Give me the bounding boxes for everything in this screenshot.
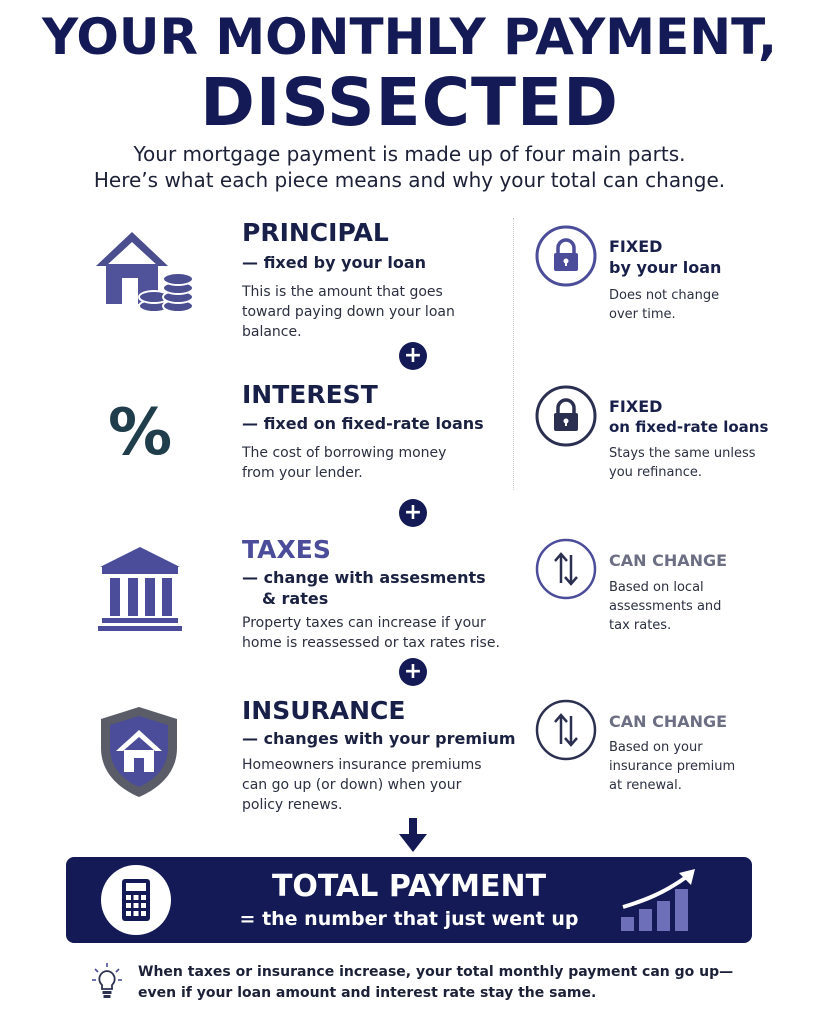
status-desc-interest	[609, 444, 756, 482]
subtitle-line: & rates	[262, 589, 329, 608]
page-subtitle	[0, 141, 819, 193]
total-payment-title: TOTAL PAYMENT	[271, 869, 547, 904]
footer-line: When taxes or insurance increase, your total monthly payment can go up—	[138, 964, 734, 980]
desc-line: The cost of borrowing money	[242, 445, 447, 461]
section-title-insurance: INSURANCE	[242, 696, 406, 725]
desc-line: home is reassessed or tax rates rise.	[242, 635, 500, 651]
footer-note	[138, 962, 758, 1004]
subtitle-line2: Here’s what each piece means and why your total can change.	[93, 168, 726, 192]
arrow-down-icon	[397, 818, 429, 854]
status-desc-insurance	[609, 738, 735, 795]
desc-line: This is the amount that goes	[242, 284, 443, 300]
section-title-taxes: TAXES	[242, 535, 331, 564]
rising-bar-chart-icon	[619, 867, 701, 933]
page-title-line2: DISSECTED	[200, 64, 619, 141]
status-desc-line: tax rates.	[609, 618, 672, 633]
up-down-arrows-icon	[534, 698, 598, 762]
status-title-interest	[609, 396, 768, 438]
status-desc-line: at renewal.	[609, 778, 682, 793]
status-title-taxes: CAN CHANGE	[609, 551, 728, 570]
desc-line: balance.	[242, 324, 302, 340]
desc-line: can go up (or down) when your	[242, 777, 462, 793]
percent-icon: %	[108, 396, 173, 470]
status-title-line: FIXED	[609, 237, 663, 256]
status-desc-principal	[609, 286, 719, 324]
plus-connector: +	[399, 658, 427, 686]
status-desc-line: you refinance.	[609, 465, 702, 480]
plus-connector: +	[399, 342, 427, 370]
section-title-principal: PRINCIPAL	[242, 218, 389, 247]
section-desc-interest	[242, 443, 446, 483]
status-title-insurance: CAN CHANGE	[609, 712, 728, 731]
subtitle-line: — change with assesments	[242, 568, 486, 587]
section-desc-insurance	[242, 755, 482, 815]
desc-line: from your lender.	[242, 465, 363, 481]
status-desc-line: Does not change	[609, 288, 720, 303]
status-desc-line: insurance premium	[609, 759, 736, 774]
plus-connector: +	[399, 499, 427, 527]
footer-line: even if your loan amount and interest rate stay the same.	[138, 985, 597, 1001]
government-building-icon	[96, 545, 184, 633]
up-down-arrows-icon	[534, 537, 598, 601]
total-payment-subtitle: = the number that just went up	[239, 908, 579, 930]
status-title-line: FIXED	[609, 397, 663, 416]
desc-line: Property taxes can increase if your	[242, 615, 486, 631]
section-subtitle-taxes	[242, 567, 486, 609]
page-title-line1: YOUR MONTHLY PAYMENT,	[41, 8, 778, 66]
status-desc-line: assessments and	[609, 599, 722, 614]
section-subtitle-insurance: — changes with your premium	[242, 729, 516, 748]
status-desc-taxes	[609, 578, 721, 635]
section-desc-principal	[242, 282, 455, 342]
lock-icon	[534, 384, 598, 448]
section-title-interest: INTEREST	[242, 380, 378, 409]
shield-house-icon	[96, 704, 182, 800]
section-desc-taxes	[242, 613, 500, 653]
section-subtitle-principal: — fixed by your loan	[242, 253, 427, 272]
column-divider	[513, 218, 514, 490]
status-desc-line: Based on local	[609, 580, 704, 595]
status-desc-line: Based on your	[609, 740, 703, 755]
total-payment-banner	[66, 857, 752, 943]
lightbulb-icon	[92, 962, 122, 1002]
status-title-line: on fixed-rate loans	[609, 418, 769, 436]
status-title-line: by your loan	[609, 258, 722, 277]
subtitle-line1: Your mortgage payment is made up of four main parts.	[133, 142, 686, 166]
status-desc-line: Stays the same unless	[609, 446, 756, 461]
lock-icon	[534, 224, 598, 288]
desc-line: toward paying down your loan	[242, 304, 455, 320]
desc-line: policy renews.	[242, 797, 343, 813]
house-coins-icon	[94, 228, 198, 318]
status-desc-line: over time.	[609, 307, 676, 322]
status-title-principal	[609, 236, 721, 278]
section-subtitle-interest: — fixed on fixed-rate loans	[242, 414, 484, 433]
desc-line: Homeowners insurance premiums	[242, 757, 482, 773]
